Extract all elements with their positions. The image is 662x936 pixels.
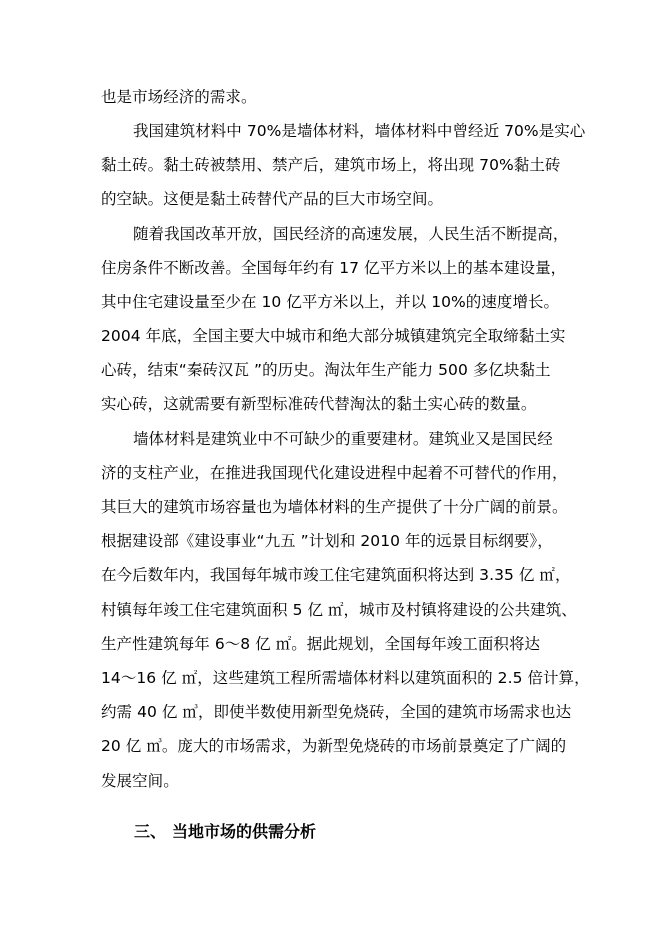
section-heading [134, 821, 316, 843]
text-line: 其中住宅建设量至少在 10 亿平方米以上，并以 10%的速度增长。 [101, 293, 560, 311]
section-title: 当地市场的供需分析 [172, 822, 317, 841]
text-line: 心砖，结束“秦砖汉瓦 ”的历史。淘汰年生产能力 500 多亿块黏土 [101, 361, 551, 379]
text-line: 14～16 亿 ㎡，这些建筑工程所需墙体材料以建筑面积的 2.5 倍计算， [101, 669, 590, 687]
section-number: 三、 [134, 822, 167, 841]
text-line: 我国建筑材料中 70%是墙体材料，墙体材料中曾经近 70%是实心 [133, 122, 586, 140]
text-line: 也是市场经济的需求。 [101, 88, 257, 106]
text-line: 20 亿 ㎥。庞大的市场需求，为新型免烧砖的市场前景奠定了广阔的 [101, 737, 567, 755]
text-line: 的空缺。这便是黏土砖替代产品的巨大市场空间。 [101, 190, 444, 208]
text-line: 生产性建筑每年 6～8 亿 ㎡。据此规划，全国每年竣工面积将达 [101, 635, 541, 653]
text-line: 墙体材料是建筑业中不可缺少的重要建材。建筑业又是国民经 [133, 430, 553, 448]
text-line: 在今后数年内，我国每年城市竣工住宅建筑面积将达到 3.35 亿 ㎡， [101, 566, 571, 584]
text-line: 住房条件不断改善。全国每年约有 17 亿平方米以上的基本建设量， [101, 259, 567, 277]
text-line: 2004 年底，全国主要大中城市和绝大部分城镇建筑完全取缔黏土实 [101, 327, 566, 345]
text-line: 济的支柱产业，在推进我国现代化建设进程中起着不可替代的作用， [101, 464, 568, 482]
text-line: 随着我国改革开放，国民经济的高速发展，人民生活不断提高， [133, 225, 569, 243]
text-line: 根据建设部《建设事业“九五 ”计划和 2010 年的远景目标纲要》， [101, 532, 553, 550]
text-line: 发展空间。 [101, 772, 179, 790]
text-line: 约需 40 亿 ㎥，即使半数使用新型免烧砖，全国的建筑市场需求也达 [101, 703, 572, 721]
text-line: 黏土砖。黏土砖被禁用、禁产后，建筑市场上，将出现 70%黏土砖 [101, 156, 561, 174]
text-line: 村镇每年竣工住宅建筑面积 5 亿 ㎡，城市及村镇将建设的公共建筑、 [101, 601, 577, 619]
text-line: 其巨大的建筑市场容量也为墙体材料的生产提供了十分广阔的前景。 [101, 498, 568, 516]
text-line: 实心砖，这就需要有新型标准砖代替淘汰的黏土实心砖的数量。 [101, 395, 537, 413]
